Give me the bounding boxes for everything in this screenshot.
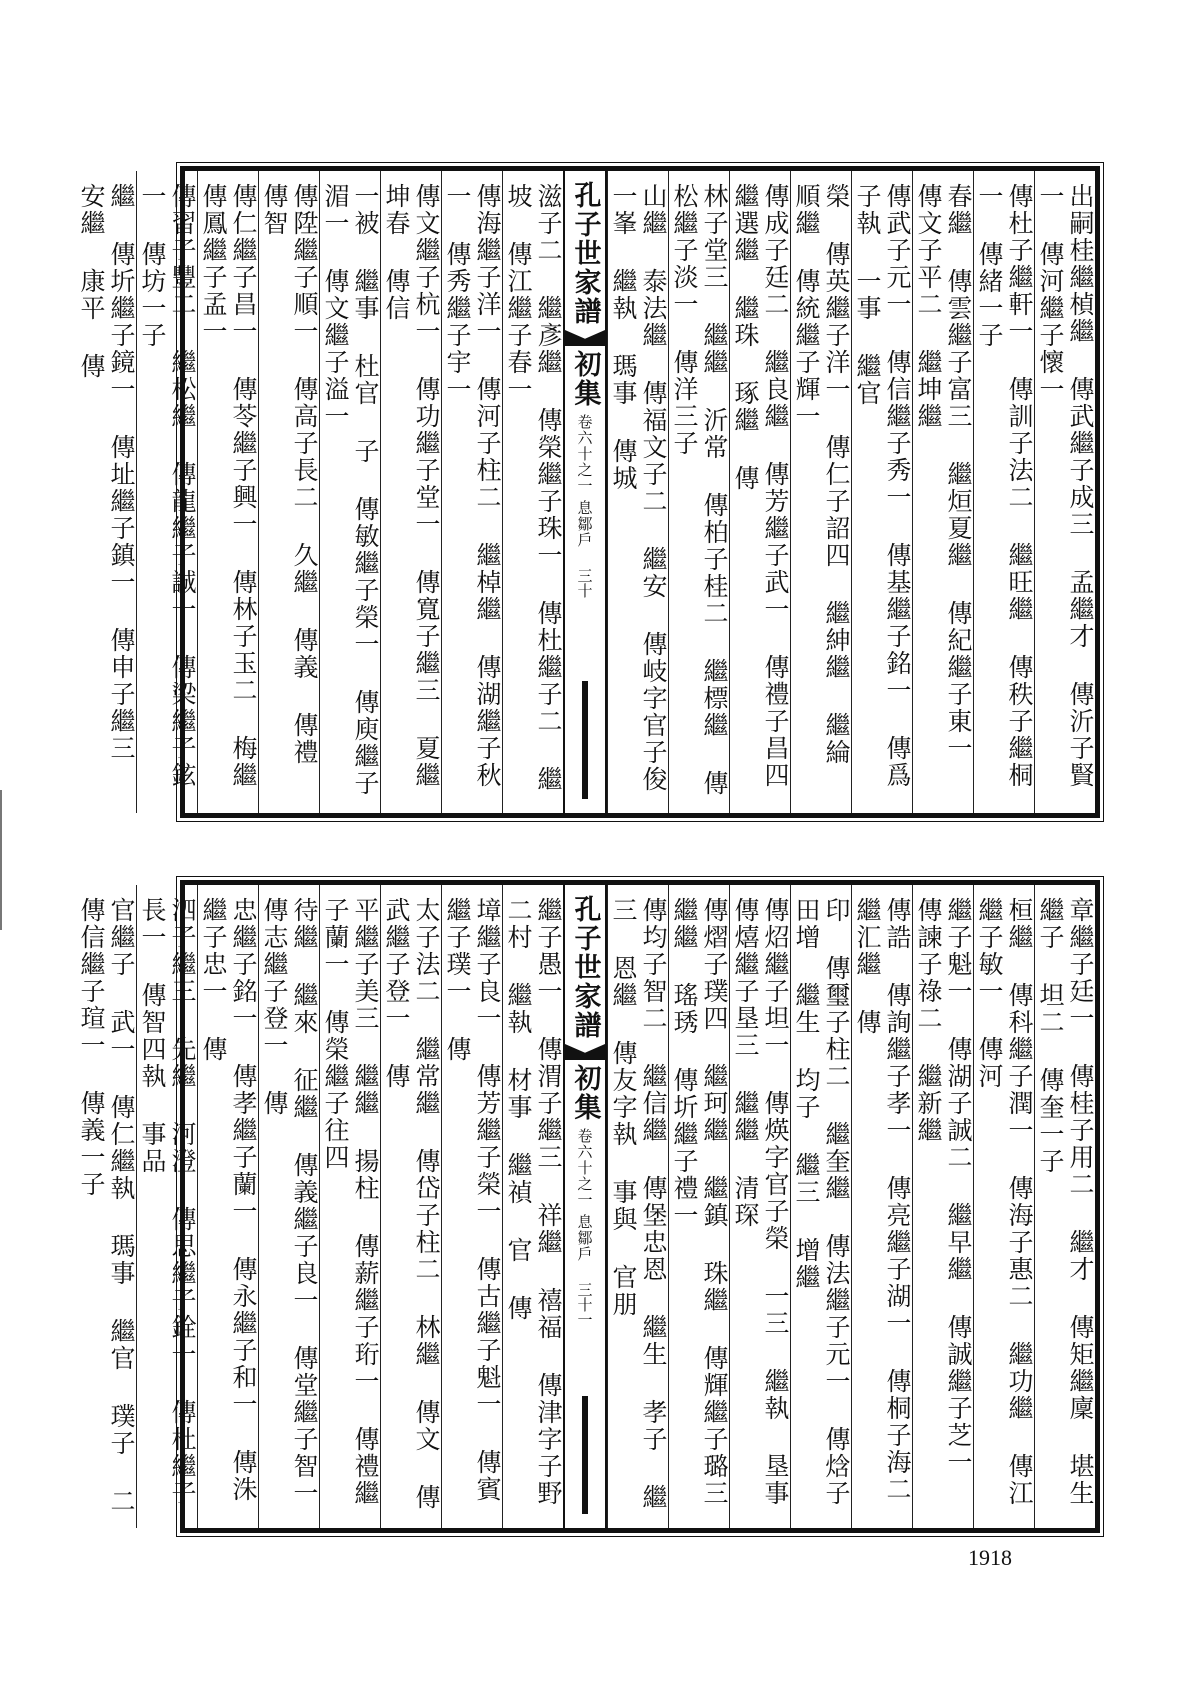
entry-column: 繼 傳圻繼子鏡一 傳址繼子鎮一 傳申子繼三 安繼 康平 傳 (77, 183, 136, 793)
volume-label: 初集 (569, 1064, 601, 1122)
entry-column: 傳熠子璞四 繼珂繼 繼鎮 珠繼 傳輝繼子璐三 繼繼 瑤琇 傳圻繼子禮一 (668, 885, 729, 1528)
entry-column: 忠繼子銘一 傳孝繼子蘭一 傳永繼子和一 傳洙繼子忠一 傳 (197, 885, 258, 1528)
entry-column: 傳炤繼子坦一 傳煐字官子榮 一三 繼執 垦事 傳熺繼子垦三 繼繼 清琛 (729, 885, 790, 1528)
center-fold (563, 171, 607, 813)
entry-column: 印 傳璽子柱二 繼奎繼 傳法繼子元一 傳焓子田增 繼生 均子 繼三 增繼 (790, 885, 851, 1528)
entry-column: 桓繼 傳科繼子潤一 傳海子惠二 繼功繼 傳江繼子敏一 傳河 (973, 885, 1034, 1528)
entry-column: 榮 傳英繼子洋一 傳仁子詔四 繼紳繼 繼綸 順繼 傳統繼子輝一 (790, 171, 851, 813)
entry-column: 一被 繼事 杜官 子 傳敏繼子榮一 傳庾繼子湄一 傳文繼子溢一 (319, 171, 380, 813)
entry-column: 傳武子元一 傳信繼子秀一 傳基繼子銘一 傳爲子執 一事 繼官 (851, 171, 912, 813)
center-fold (563, 885, 607, 1528)
genealogy-page-top (77, 166, 1100, 824)
page-top-columns (77, 171, 1095, 824)
entry-column: 平繼子美三 繼繼 揚柱 傳薪繼子珩一 傳禮繼子蘭一 傳榮繼子往四 (319, 885, 380, 1528)
household-label: 息鄒戶 (575, 1214, 594, 1262)
entry-column: 官繼子 武一 傳仁繼執 瑪事 繼官 璞子 二 傳信繼子瑄一 傳義一子 (77, 897, 136, 1546)
entry-column: 傳杜子繼軒一 傳訓子法二 繼旺繼 傳秩子繼桐一 傳緒一子 (973, 171, 1034, 813)
entry-column: 林子堂三 繼繼 沂常 傳柏子桂二 繼標繼 傳松繼子淡一 傳洋三子 (668, 171, 729, 813)
entry-column: 春繼 傳雲繼子富三 繼烜夏繼 傳紀繼子東一 傳文子平二 繼坤繼 (912, 171, 973, 813)
entry-column: 傳仁繼子昌一 傳苓繼子興一 傳林子玉二 梅繼 傳鳳繼子孟一 (197, 171, 258, 813)
folio-number: 三十一 (575, 1282, 594, 1327)
fish-tail-mark-icon (565, 330, 605, 346)
page-number: 1918 (968, 1545, 1012, 1570)
scan-edge-mark (0, 790, 2, 930)
fold-bar (582, 681, 588, 799)
entry-column: 墇繼子良一 傳芳繼子榮一 傳古繼子魁一 傳賓繼子璞一 傳 (441, 885, 502, 1528)
section-label: 卷六十之一 (575, 1128, 594, 1208)
entry-column: 泗子繼三 先繼 河澄 傳思繼子銓一 傳杜繼子長一 傳智四執 事品 (136, 885, 197, 1528)
entry-column: 傳海繼子洋一 傳河子柱二 繼棹繼 傳湖繼子秋一 傳秀繼子宇一 (441, 171, 502, 813)
entry-column: 傳文繼子杭一 傳功繼子堂一 傳寬子繼三 夏繼 坤春 傳信 (380, 171, 441, 813)
book-title: 孔子世家譜 (569, 895, 601, 1040)
fold-bar (582, 1396, 588, 1514)
book-title: 孔子世家譜 (569, 181, 601, 326)
genealogy-page-bottom (77, 880, 1100, 1546)
entry-column: 繼子魁一 傳湖子誠二 繼早繼 傳誠繼子芝一 傳諫子祿二 繼新繼 (912, 885, 973, 1528)
folio-number: 三十 (575, 568, 594, 598)
entry-column: 出嗣桂繼楨繼 傳武繼子成三 孟繼才 傳沂子賢一 傳河繼子懷一 (1034, 171, 1095, 813)
volume-label: 初集 (569, 350, 601, 408)
page-bottom-columns (77, 885, 1095, 1546)
entry-column: 山繼 泰法繼 傳福文子二 繼安 傳岐字官子俊 一峯 繼執 瑪事 傳城 (607, 171, 668, 813)
entry-column: 章繼子廷一 傳桂子用二 繼才 傳矩繼廩 堪生 繼子 坦二 傳奎一子 (1034, 885, 1095, 1528)
entry-column: 待繼 繼來 征繼 傳義繼子良一 傳堂繼子智一 傳志繼子登一 傳 (258, 885, 319, 1528)
entry-column: 太子法二 繼常繼 傳岱子柱二 林繼 傳文 傳武繼子登一 傳 (380, 885, 441, 1528)
entry-column: 傳習子豐二 繼松繼 傳龍繼子誠一 傳梁繼子鉉一 傳坊一子 (136, 171, 197, 813)
entry-column: 傳誥 傳詢繼子孝一 傳亮繼子湖一 傳桐子海二 繼汇繼 傳 (851, 885, 912, 1528)
entry-column: 傳均子智二 繼信繼 傳堡忠恩 繼生 孝子 繼三 恩繼 傳友字執 事與 官朋 (607, 885, 668, 1528)
entry-column: 傳成子廷二 繼良繼 傳芳繼子武一 傳禮子昌四 繼選繼 繼珠 琢繼 傳 (729, 171, 790, 813)
household-label: 息鄒戶 (575, 500, 594, 548)
section-label: 卷六十之一 (575, 414, 594, 494)
entry-column: 繼子愚一 傳渭子繼三 祥繼 禧福 傳津字子野 二村 繼執 材事 繼禎 官 傳 (502, 885, 563, 1528)
fish-tail-mark-icon (565, 1044, 605, 1060)
entry-column: 滋子二 繼彥繼 傳榮繼子珠一 傳杜繼子二 繼坡 傳江繼子春一 (502, 171, 563, 813)
entry-column: 傳陞繼子順一 傳高子長二 久繼 傳義 傳禮 傳智 (258, 171, 319, 813)
